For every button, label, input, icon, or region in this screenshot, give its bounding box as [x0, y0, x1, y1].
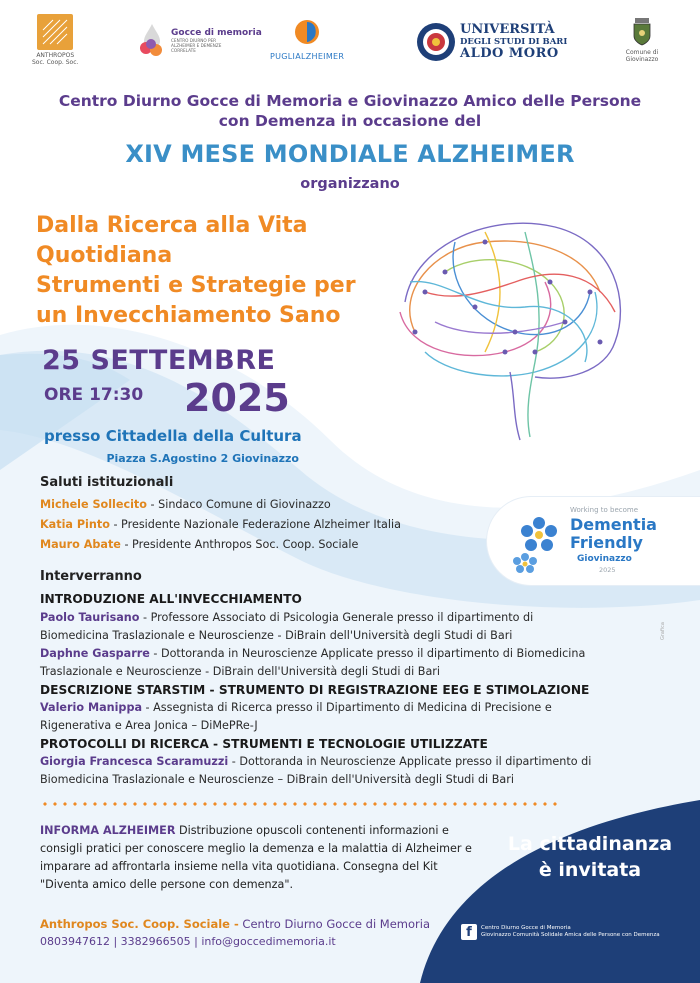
- event-time: ORE 17:30: [44, 385, 144, 405]
- graphic-credit: Grafica: [660, 622, 666, 640]
- speaker-line: Giorgia Francesca Scaramuzzi - Dottoranda in Neuroscienze Applicate presso il dipartimento di: [40, 755, 592, 768]
- footer-contacts[interactable]: 0803947612 | 3382966505 | info@goccedimemoria.it: [40, 935, 336, 948]
- topic-heading: INTRODUZIONE ALL'INVECCHIAMENTO: [40, 592, 302, 606]
- speaker-line: Biomedicina Traslazionale e Neuroscienze - DiBrain dell'Università degli Studi di Bari: [40, 629, 513, 642]
- event-title: XIV MESE MONDIALE ALZHEIMER: [125, 140, 575, 168]
- informa-alzheimer-text: INFORMA ALZHEIMER Distribuzione opuscoli contenenti informazioni e consigli pratici per conoscere meglio la demenza e la malattia di Alzheimer e imparare ad affrontarla insieme nella vita quotidiana. Consegna del Kit "Diventa amico delle persone con demenza".: [40, 824, 472, 891]
- speaker-line: Traslazionale e Neuroscienze - DiBrain dell'Università degli Studi di Bari: [40, 665, 441, 678]
- brain-illustration: [385, 212, 635, 442]
- saluti-item: Katia Pinto - Presidente Nazionale Federazione Alzheimer Italia: [40, 518, 401, 531]
- speaker-line: Daphne Gasparre - Dottoranda in Neuroscienze Applicate presso il dipartimento di Biomedicina: [40, 647, 586, 660]
- drops-icon: [136, 22, 168, 58]
- forget-me-not-icon: [513, 507, 569, 575]
- topic-heading: PROTOCOLLI DI RICERCA - STRUMENTI E TECNOLOGIE UTILIZZATE: [40, 737, 488, 751]
- speaker-line: Biomedicina Traslazionale e Neuroscienze – DiBrain dell'Università degli Studi di Bari: [40, 773, 514, 786]
- comune-giovinazzo-logo: Comune di Giovinazzo: [622, 16, 662, 63]
- speaker-line: Paolo Taurisano - Professore Associato di Psicologia Generale presso il dipartimento di: [40, 611, 534, 624]
- saluti-heading: Saluti istituzionali: [40, 475, 174, 490]
- organize-label: organizzano: [300, 176, 400, 192]
- event-address: Piazza S.Agostino 2 Giovinazzo: [106, 452, 299, 465]
- conference-title: Dalla Ricerca alla Vita Quotidiana Strumenti e Strategie per un Invecchiamento Sano: [36, 213, 356, 328]
- universita-bari-logo: UNIVERSITÀ DEGLI STUDI DI BARI ALDO MORO: [416, 22, 567, 62]
- event-venue: presso Cittadella della Cultura: [44, 427, 302, 445]
- interventi-heading: Interverranno: [40, 569, 142, 584]
- gocce-di-memoria-logo: Gocce di memoria CENTRO DIURNO PER ALZHEIMER E DEMENZE CORRELATE: [136, 22, 262, 58]
- anthropos-logo: ANTHROPOS Soc. Coop. Soc.: [32, 14, 78, 66]
- topic-heading: DESCRIZIONE STARSTIM - STRUMENTO DI REGISTRAZIONE EEG E STIMOLAZIONE: [40, 683, 590, 697]
- puglialzheimer-logo: PUGLIALZHEIMER: [270, 18, 344, 61]
- anthropos-mark-icon: [37, 14, 73, 50]
- speaker-line: Rigenerativa e Area Jonica – DiMePRe-J: [40, 719, 258, 732]
- coat-of-arms-icon: [631, 16, 653, 46]
- event-date: 25 SETTEMBRE: [42, 345, 276, 376]
- organizers-line: Centro Diurno Gocce di Memoria e Giovinazzo Amico delle Persone con Demenza in occasione del: [58, 92, 642, 130]
- speaker-line: Valerio Manippa - Assegnista di Ricerca presso il Dipartimento di Medicina di Precisione e: [40, 701, 552, 714]
- dotted-divider: [40, 801, 560, 807]
- head-profile-icon: [293, 18, 321, 46]
- saluti-item: Mauro Abate - Presidente Anthropos Soc. Coop. Sociale: [40, 538, 359, 551]
- facebook-link[interactable]: f Centro Diurno Gocce di Memoria Giovinazzo Comunità Solidale Amica delle Persone con Demenza: [461, 924, 660, 940]
- invitation-text: La cittadinanza è invitata: [507, 833, 673, 881]
- university-seal-icon: [416, 22, 456, 62]
- saluti-item: Michele Sollecito - Sindaco Comune di Giovinazzo: [40, 498, 331, 511]
- footer-organization: Anthropos Soc. Coop. Sociale - Centro Diurno Gocce di Memoria: [40, 917, 431, 931]
- dementia-friendly-badge: Working to become Dementia Friendly Giovinazzo 2025: [487, 497, 700, 585]
- facebook-icon: f: [461, 924, 477, 940]
- event-year: 2025: [184, 376, 290, 420]
